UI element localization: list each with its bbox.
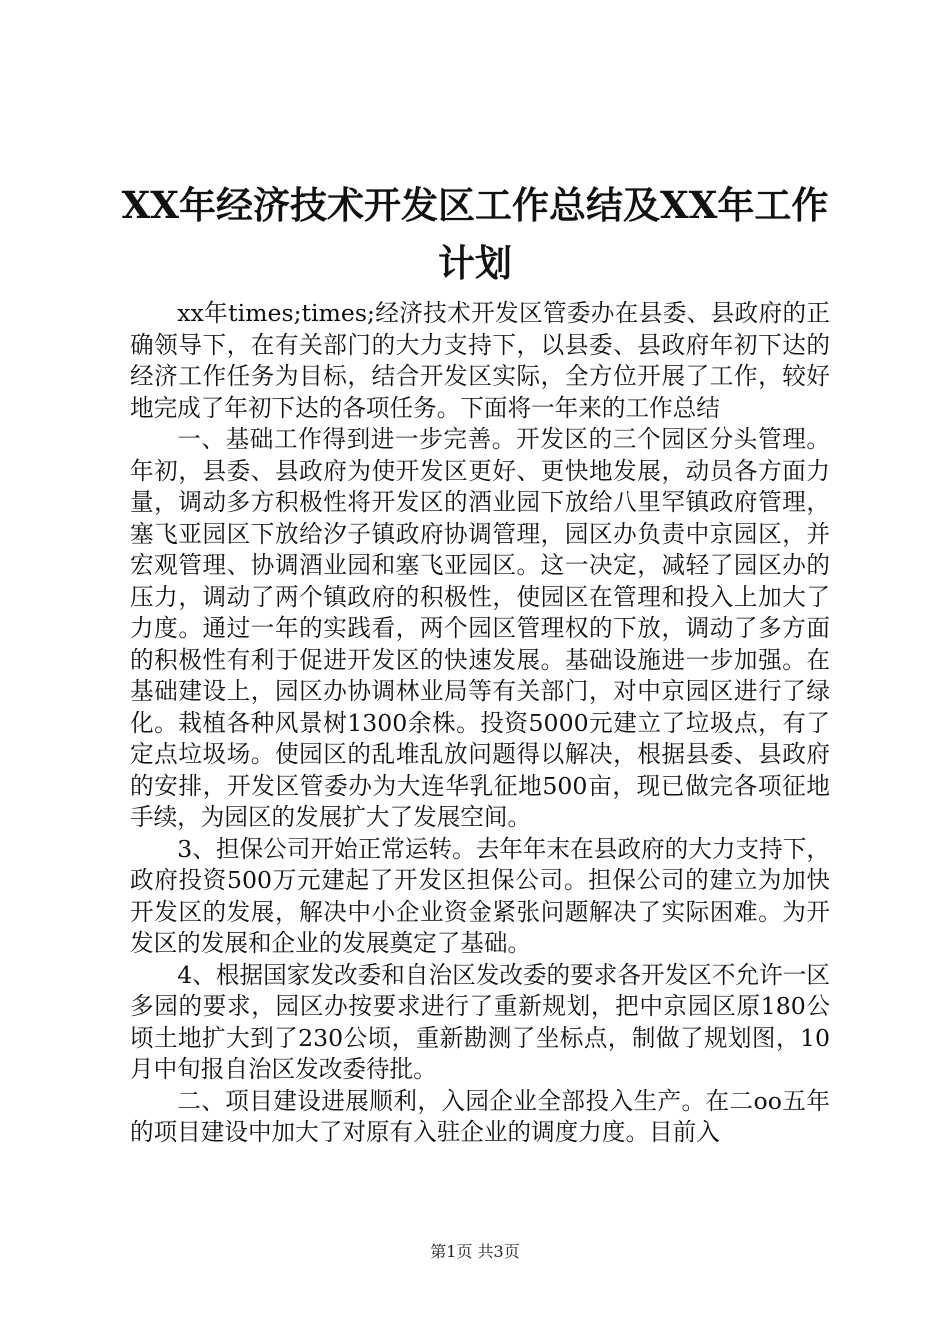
body-paragraph: 3、担保公司开始正常运转。去年年末在县政府的大力支持下，政府投资500万元建起了开发区担保公司。担保公司的建立为加快开发区的发展，解决中小企业资金紧张问题解决了实际困难。为开发区的发展和企业的发展奠定了基础。 <box>130 834 830 957</box>
document-title: XX年经济技术开发区工作总结及XX年工作计划 <box>121 183 829 285</box>
body-paragraph: 一、基础工作得到进一步完善。开发区的三个园区分头管理。年初，县委、县政府为使开发区更好、更快地发展，动员各方面力量，调动多方积极性将开发区的酒业园下放给八里罕镇政府管理，塞飞亚园区下放给汐子镇政府协调管理，园区办负责中京园区，并宏观管理、协调酒业园和塞飞亚园区。这一决定，减轻了园区办的压力，调动了两个镇政府的积极性，使园区在管理和投入上加大了力度。通过一年的实践看，两个园区管理权的下放，调动了多方面的积极性有利于促进开发区的快速发展。基础设施进一步加强。在基础建设上，园区办协调林业局等有关部门，对中京园区进行了绿化。栽植各种风景树1300余株。投资5000元建立了垃圾点，有了定点垃圾场。使园区的乱堆乱放问题得以解决，根据县委、县政府的安排，开发区管委办为大连华乳征地500亩，现已做完各项征地手续，为园区的发展扩大了发展空间。 <box>130 425 830 831</box>
body-paragraph: xx年times;times;经济技术开发区管委办在县委、县政府的正确领导下，在有关部门的大力支持下，以县委、县政府年初下达的经济工作任务为目标，结合开发区实际，全方位开展了工作，较好地完成了年初下达的各项任务。下面将一年来的工作总结 <box>130 299 830 422</box>
document-body <box>130 298 830 1149</box>
page-number-footer: 第1页 共3页 <box>430 1242 520 1261</box>
body-paragraph: 二、项目建设进展顺利，入园企业全部投入生产。在二oo五年的项目建设中加大了对原有入驻企业的调度力度。目前入 <box>130 1086 830 1146</box>
body-paragraph: 4、根据国家发改委和自治区发改委的要求各开发区不允许一区多园的要求，园区办按要求进行了重新规划，把中京园区原180公顷土地扩大到了230公顷，重新勘测了坐标点，制做了规划图，10月中旬报自治区发改委待批。 <box>130 960 830 1083</box>
